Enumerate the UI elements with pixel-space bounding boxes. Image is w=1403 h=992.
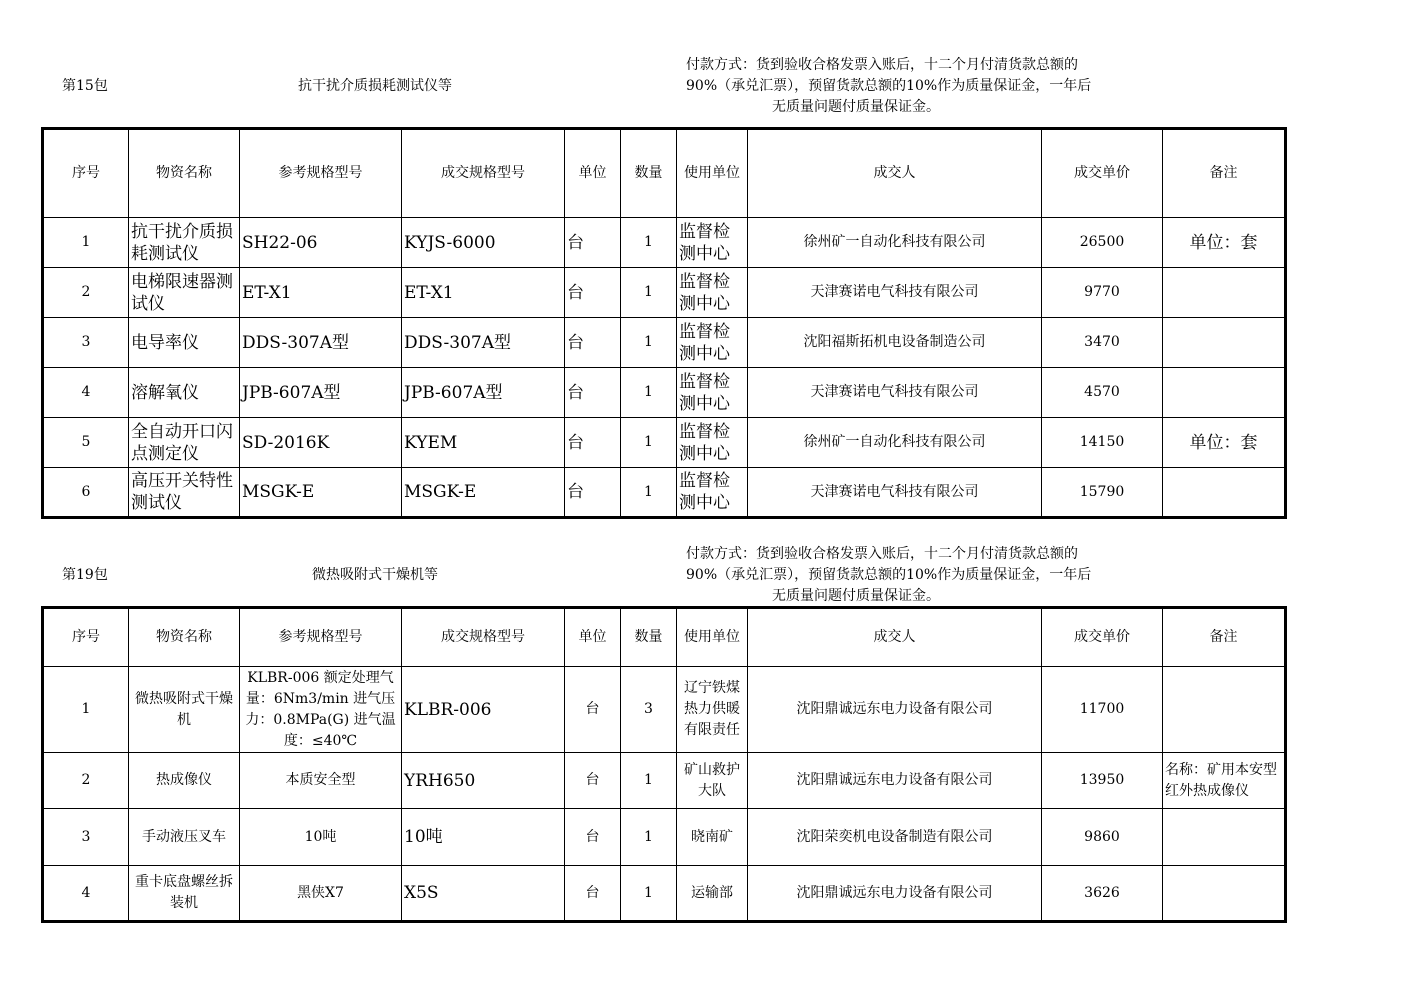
header-cell: 参考规格型号 [240, 129, 402, 218]
cell-price: 13950 [1042, 753, 1163, 809]
cell-ref-spec: 10吨 [240, 809, 402, 866]
cell-quantity: 1 [621, 268, 677, 318]
table-row [43, 268, 1286, 318]
cell-ref-spec: 黑侠X7 [240, 866, 402, 922]
cell-remark [1163, 667, 1286, 753]
header-cell: 数量 [621, 129, 677, 218]
package-name: 抗干扰介质损耗测试仪等 [298, 78, 452, 94]
cell-quantity: 1 [621, 468, 677, 518]
cell-deal-spec: 10吨 [402, 809, 565, 866]
table-row [43, 468, 1286, 518]
cell-item-name: 重卡底盘螺丝拆装机 [129, 866, 240, 922]
cell-quantity: 1 [621, 218, 677, 268]
cell-ref-spec: JPB-607A型 [240, 368, 402, 418]
cell-index: 3 [43, 809, 129, 866]
cell-user-unit: 晓南矿 [677, 809, 748, 866]
cell-unit: 台 [565, 809, 621, 866]
cell-remark [1163, 318, 1286, 368]
cell-item-name: 微热吸附式干燥机 [129, 667, 240, 753]
cell-item-name: 溶解氧仪 [129, 368, 240, 418]
cell-remark [1163, 268, 1286, 318]
header-cell: 成交规格型号 [402, 608, 565, 667]
cell-unit: 台 [565, 866, 621, 922]
cell-deal-spec: YRH650 [402, 753, 565, 809]
cell-item-name: 全自动开口闪点测定仪 [129, 418, 240, 468]
cell-price: 3626 [1042, 866, 1163, 922]
cell-user-unit: 监督检测中心 [677, 418, 748, 468]
cell-quantity: 1 [621, 753, 677, 809]
cell-quantity: 1 [621, 318, 677, 368]
cell-user-unit: 监督检测中心 [677, 268, 748, 318]
header-cell: 使用单位 [677, 608, 748, 667]
cell-ref-spec: DDS-307A型 [240, 318, 402, 368]
cell-index: 2 [43, 753, 129, 809]
cell-deal-spec: JPB-607A型 [402, 368, 565, 418]
cell-unit: 台 [565, 468, 621, 518]
payment-line: 无质量问题付质量保证金。 [772, 588, 940, 604]
header-cell: 备注 [1163, 608, 1286, 667]
payment-line: 无质量问题付质量保证金。 [772, 99, 940, 115]
cell-supplier: 沈阳福斯拓机电设备制造公司 [748, 318, 1042, 368]
cell-ref-spec: SH22-06 [240, 218, 402, 268]
cell-supplier: 天津赛诺电气科技有限公司 [748, 268, 1042, 318]
cell-supplier: 沈阳鼎诚远东电力设备有限公司 [748, 866, 1042, 922]
table-row [43, 418, 1286, 468]
cell-index: 2 [43, 268, 129, 318]
header-cell: 成交单价 [1042, 608, 1163, 667]
table-header-row [43, 608, 1286, 667]
table-row [43, 318, 1286, 368]
cell-deal-spec: ET-X1 [402, 268, 565, 318]
cell-quantity: 1 [621, 866, 677, 922]
payment-line: 付款方式：货到验收合格发票入账后，十二个月付清货款总额的 [686, 546, 1078, 562]
cell-user-unit: 监督检测中心 [677, 368, 748, 418]
cell-ref-spec: SD-2016K [240, 418, 402, 468]
cell-unit: 台 [565, 218, 621, 268]
cell-price: 3470 [1042, 318, 1163, 368]
cell-deal-spec: DDS-307A型 [402, 318, 565, 368]
cell-deal-spec: KLBR-006 [402, 667, 565, 753]
cell-price: 4570 [1042, 368, 1163, 418]
cell-supplier: 沈阳荣奕机电设备制造有限公司 [748, 809, 1042, 866]
cell-user-unit: 监督检测中心 [677, 218, 748, 268]
cell-supplier: 沈阳鼎诚远东电力设备有限公司 [748, 753, 1042, 809]
header-cell: 成交规格型号 [402, 129, 565, 218]
cell-unit: 台 [565, 418, 621, 468]
cell-supplier: 天津赛诺电气科技有限公司 [748, 368, 1042, 418]
cell-remark: 名称：矿用本安型红外热成像仪 [1163, 753, 1286, 809]
cell-price: 15790 [1042, 468, 1163, 518]
cell-item-name: 抗干扰介质损耗测试仪 [129, 218, 240, 268]
cell-item-name: 手动液压叉车 [129, 809, 240, 866]
payment-terms [686, 544, 1156, 607]
payment-line: 90%（承兑汇票），预留货款总额的10%作为质量保证金，一年后 [686, 78, 1092, 94]
header-cell: 成交人 [748, 608, 1042, 667]
cell-user-unit: 运输部 [677, 866, 748, 922]
table-row [43, 753, 1286, 809]
cell-supplier: 沈阳鼎诚远东电力设备有限公司 [748, 667, 1042, 753]
cell-price: 14150 [1042, 418, 1163, 468]
cell-supplier: 徐州矿一自动化科技有限公司 [748, 418, 1042, 468]
payment-line: 付款方式：货到验收合格发票入账后，十二个月付清货款总额的 [686, 57, 1078, 73]
payment-terms [686, 55, 1156, 118]
header-cell: 成交单价 [1042, 129, 1163, 218]
cell-price: 26500 [1042, 218, 1163, 268]
cell-unit: 台 [565, 368, 621, 418]
cell-quantity: 1 [621, 809, 677, 866]
cell-supplier: 天津赛诺电气科技有限公司 [748, 468, 1042, 518]
header-cell: 物资名称 [129, 608, 240, 667]
cell-user-unit: 监督检测中心 [677, 318, 748, 368]
cell-remark [1163, 809, 1286, 866]
procurement-table [41, 127, 1287, 519]
cell-user-unit: 监督检测中心 [677, 468, 748, 518]
cell-deal-spec: KYJS-6000 [402, 218, 565, 268]
header-cell: 物资名称 [129, 129, 240, 218]
cell-price: 9770 [1042, 268, 1163, 318]
header-cell: 数量 [621, 608, 677, 667]
cell-price: 11700 [1042, 667, 1163, 753]
table-row [43, 866, 1286, 922]
cell-remark [1163, 368, 1286, 418]
cell-index: 5 [43, 418, 129, 468]
payment-line: 90%（承兑汇票），预留货款总额的10%作为质量保证金，一年后 [686, 567, 1092, 583]
cell-ref-spec: 本质安全型 [240, 753, 402, 809]
cell-index: 4 [43, 368, 129, 418]
cell-remark: 单位：套 [1163, 218, 1286, 268]
table-row [43, 667, 1286, 753]
package-number: 第19包 [62, 567, 108, 583]
cell-index: 3 [43, 318, 129, 368]
cell-supplier: 徐州矿一自动化科技有限公司 [748, 218, 1042, 268]
cell-unit: 台 [565, 318, 621, 368]
cell-index: 4 [43, 866, 129, 922]
cell-deal-spec: MSGK-E [402, 468, 565, 518]
table-header-row [43, 129, 1286, 218]
procurement-table [41, 606, 1287, 923]
cell-remark: 单位：套 [1163, 418, 1286, 468]
cell-ref-spec: ET-X1 [240, 268, 402, 318]
cell-index: 6 [43, 468, 129, 518]
cell-user-unit: 辽宁铁煤热力供暖有限责任 [677, 667, 748, 753]
cell-deal-spec: X5S [402, 866, 565, 922]
cell-price: 9860 [1042, 809, 1163, 866]
cell-item-name: 热成像仪 [129, 753, 240, 809]
cell-item-name: 电梯限速器测试仪 [129, 268, 240, 318]
header-cell: 序号 [43, 608, 129, 667]
header-cell: 单位 [565, 608, 621, 667]
cell-remark [1163, 866, 1286, 922]
header-cell: 序号 [43, 129, 129, 218]
cell-quantity: 3 [621, 667, 677, 753]
cell-deal-spec: KYEM [402, 418, 565, 468]
cell-user-unit: 矿山救护大队 [677, 753, 748, 809]
cell-ref-spec: MSGK-E [240, 468, 402, 518]
cell-quantity: 1 [621, 368, 677, 418]
package-number: 第15包 [62, 78, 108, 94]
cell-unit: 台 [565, 667, 621, 753]
header-cell: 参考规格型号 [240, 608, 402, 667]
cell-unit: 台 [565, 268, 621, 318]
header-cell: 成交人 [748, 129, 1042, 218]
table-row [43, 368, 1286, 418]
cell-remark [1163, 468, 1286, 518]
package-name: 微热吸附式干燥机等 [312, 567, 438, 583]
cell-quantity: 1 [621, 418, 677, 468]
header-cell: 备注 [1163, 129, 1286, 218]
table-row [43, 809, 1286, 866]
cell-unit: 台 [565, 753, 621, 809]
cell-index: 1 [43, 667, 129, 753]
header-cell: 使用单位 [677, 129, 748, 218]
cell-ref-spec: KLBR-006 额定处理气量：6Nm3/min 进气压力：0.8MPa(G) 进气温度：≤40℃ [240, 667, 402, 753]
cell-item-name: 高压开关特性测试仪 [129, 468, 240, 518]
table-row [43, 218, 1286, 268]
cell-index: 1 [43, 218, 129, 268]
header-cell: 单位 [565, 129, 621, 218]
cell-item-name: 电导率仪 [129, 318, 240, 368]
